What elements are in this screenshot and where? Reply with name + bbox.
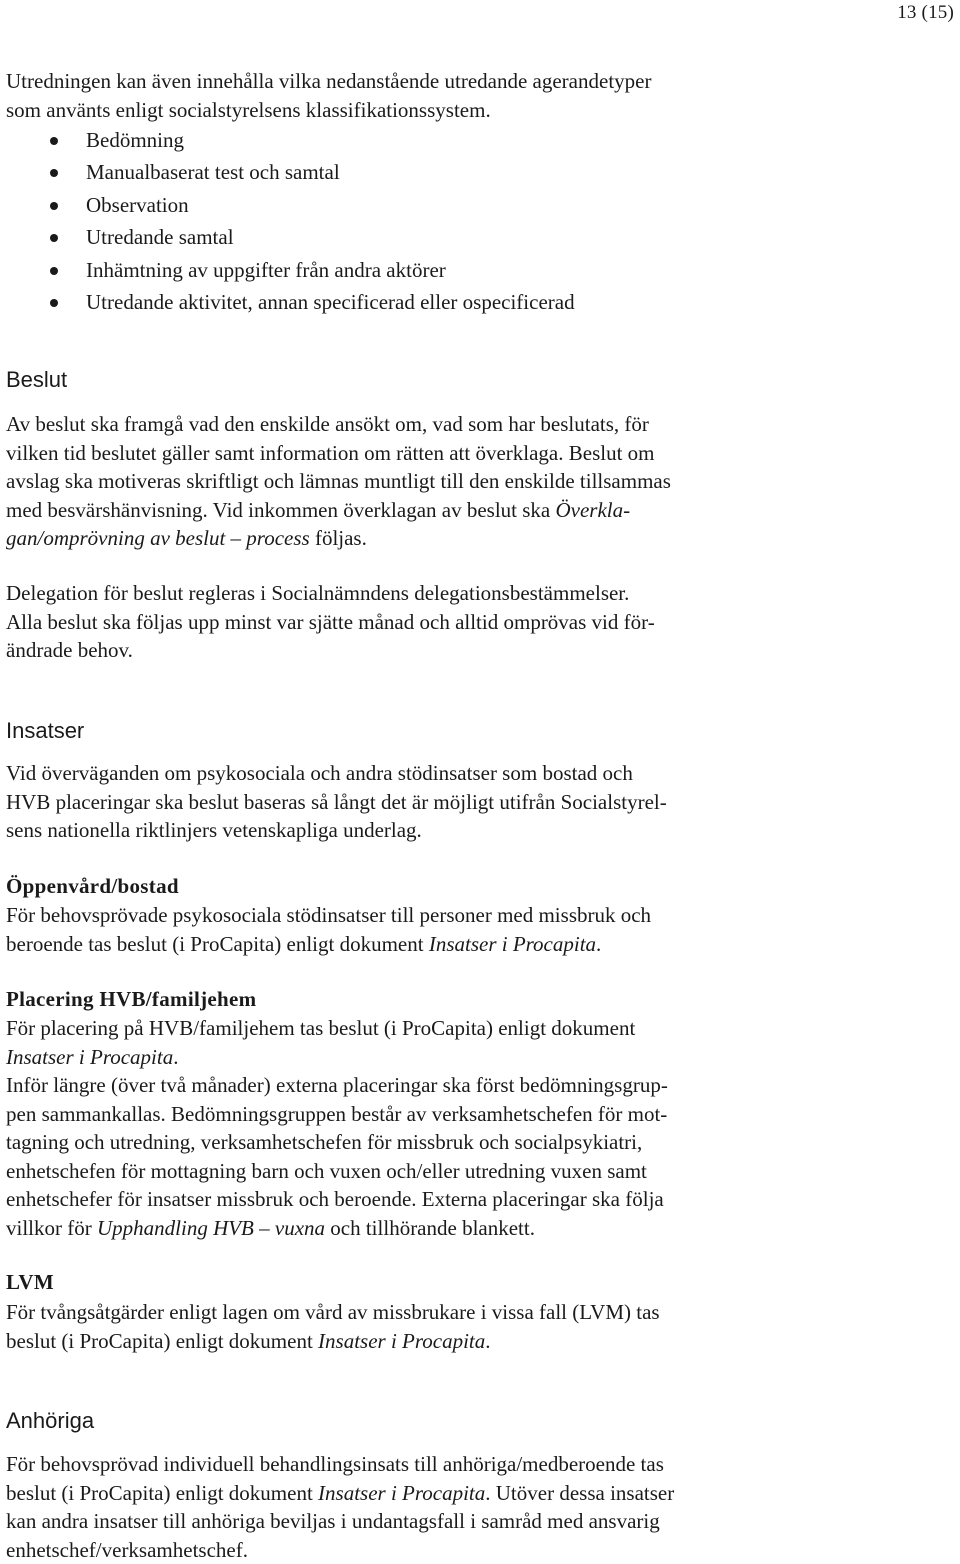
heading-lvm: LVM bbox=[6, 1270, 54, 1294]
anhoriga-paragraph: För behovsprövad individuell behandlingsinsats till anhöriga/medberoende tas beslut (i ProCapita) enligt dokument Insatser i Procapita. Utöver dessa insatser kan andra insatser till anhöriga beviljas i undantagsfall i samråd med ansvarig enhetschef/verksamhetschef. bbox=[6, 1452, 675, 1562]
beslut-paragraph-2: Delegation för beslut regleras i Socialnämndens delegationsbestämmelser. Alla beslut ska följas upp minst var sjätte månad och alltid omprövas vid för- ändrade behov. bbox=[6, 581, 655, 662]
list-item: Observation bbox=[6, 189, 575, 221]
bullet-icon bbox=[50, 137, 58, 145]
intro-line: som använts enligt socialstyrelsens klassifikationssystem. bbox=[6, 97, 491, 122]
lvm-paragraph: För tvångsåtgärder enligt lagen om vård av missbrukare i vissa fall (LVM) tas beslut (i ProCapita) enligt dokument Insatser i Procapita. bbox=[6, 1300, 660, 1353]
bullet-icon bbox=[50, 267, 58, 275]
oppenvard-paragraph: För behovsprövade psykosociala stödinsatser till personer med missbruk och beroende tas beslut (i ProCapita) enligt dokument Insatser i Procapita. bbox=[6, 903, 652, 956]
intro-paragraph bbox=[6, 67, 651, 124]
document-reference: Insatser i Procapita bbox=[318, 1328, 486, 1353]
list-item: Bedömning bbox=[6, 124, 575, 156]
document-reference: Insatser i Procapita bbox=[318, 1480, 486, 1505]
placering-paragraph: För placering på HVB/familjehem tas beslut (i ProCapita) enligt dokument Insatser i Procapita. Inför längre (över två månader) externa placeringar ska först bedömningsgrup- pen sammankallas. Bedömningsgruppen består av verksamhetschefen för mot- tagning och utredning, verksamhetschefen för missbruk och socialpsykiatri, enhetschefen för mottagning barn och vuxen och/eller utredning vuxen samt enhetschefer för insatser missbruk och beroende. Externa placeringar ska följa villkor för Upphandling HVB – vuxna och tillhörande blankett. bbox=[6, 1016, 668, 1240]
page-number: 13 (15) bbox=[897, 2, 954, 23]
beslut-paragraph-1: Av beslut ska framgå vad den enskilde ansökt om, vad som har beslutats, för vilken tid beslutet gäller samt information om rätten att överklaga. Beslut om avslag ska motiveras skriftligt och lämnas muntligt till den enskilde tillsammas med besvärshänvisning. Vid inkommen överklagan av beslut ska Överkla- gan/omprövning av beslut – process följas. bbox=[6, 412, 671, 550]
heading-anhoriga: Anhöriga bbox=[6, 1408, 95, 1433]
list-item: Manualbaserat test och samtal bbox=[6, 156, 575, 188]
document-reference: Insatser i Procapita bbox=[6, 1044, 174, 1069]
document-reference: gan/omprövning av beslut – process bbox=[6, 526, 310, 550]
list-item: Utredande samtal bbox=[6, 221, 575, 253]
insatser-paragraph: Vid överväganden om psykosociala och andra stödinsatser som bostad och HVB placeringar ska beslut baseras så långt det är möjligt utifrån Socialstyrel- sens nationella riktlinjers vetenskapliga underlag. bbox=[6, 761, 667, 842]
heading-beslut: Beslut bbox=[6, 367, 68, 392]
document-reference: Upphandling HVB – vuxna bbox=[96, 1215, 326, 1240]
bullet-icon bbox=[50, 169, 58, 177]
list-item: Inhämtning av uppgifter från andra aktörer bbox=[6, 254, 575, 286]
heading-oppenvard: Öppenvård/bostad bbox=[6, 874, 179, 898]
heading-insatser: Insatser bbox=[6, 718, 85, 743]
list-item: Utredande aktivitet, annan specificerad eller ospecificerad bbox=[6, 286, 575, 318]
document-reference: Insatser i Procapita bbox=[428, 931, 597, 956]
heading-placering: Placering HVB/familjehem bbox=[6, 987, 257, 1011]
bullet-icon bbox=[50, 202, 58, 210]
document-reference: Överkla- bbox=[555, 497, 631, 522]
bullet-icon bbox=[50, 299, 58, 307]
bullet-icon bbox=[50, 234, 58, 242]
agerandetyper-list bbox=[6, 124, 575, 318]
intro-line: Utredningen kan även innehålla vilka nedanstående utredande agerandetyper bbox=[6, 69, 652, 93]
